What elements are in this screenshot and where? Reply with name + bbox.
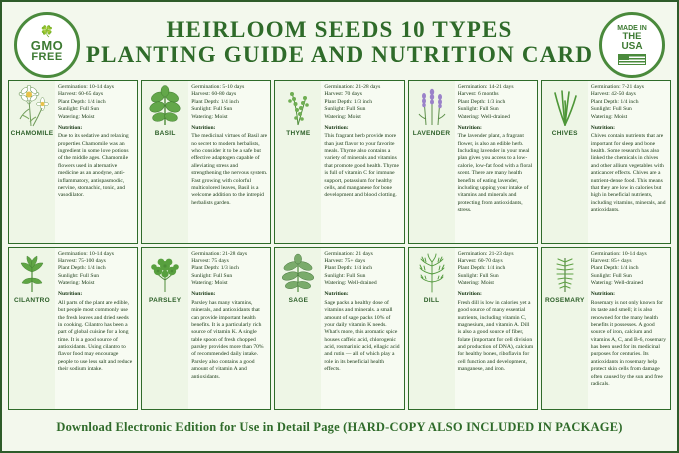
nutrition-label: Nutrition:: [191, 124, 216, 131]
plant-cell: [8, 80, 138, 244]
plant-name: CHAMOMILE: [10, 130, 54, 137]
dill-frond-icon: [412, 252, 452, 294]
gmo-badge-line1: GMO: [30, 38, 64, 53]
plant-illustration-block: [9, 81, 55, 243]
plant-cell: [408, 247, 538, 411]
watering: Watering: Well-drained: [457, 113, 510, 120]
plant-illustration-block: [542, 81, 588, 243]
harvest: Harvest: 75-100 days: [58, 257, 106, 264]
germination: Germination: 10-14 days: [58, 84, 114, 90]
nutrition-label: Nutrition:: [191, 291, 216, 298]
nutrition-label: Nutrition:: [590, 291, 616, 298]
nutrition-text: The lavender plant, a fragrant flower, is also an edible herb. Including lavender in your meal plan gives you access to a low-calorie, low-fat food with a floral scent. There are many health benefits of eating lavender, including upping your intake of vitamins and minerals and protecting from antioxidants, stress.: [457, 133, 533, 213]
plant-info: [455, 248, 537, 410]
sage-leaf-icon: [278, 252, 318, 294]
sunlight: Sunlight: Full Sun: [324, 106, 366, 113]
nutrition-text: This fragrant herb provide more than just flavor to your favorite meals. Thyme also contains a variety of minerals and vitamins that promote good health. Thyme is full of vitamin C for immune support, potassium for healthy cells, and manganese for bone development and blood clotting.: [324, 133, 400, 199]
plant-grid: [6, 80, 673, 410]
nutrition-text: Rosemary is not only known for its taste and smell; it is also renowned for the many health benefits it possesses. A good source of iron, calcium and vitamins A, C, and B-6, rosemary has been used for its medicinal purposes for centuries. Its antioxidants in rosemary help protect skin cells from damage often caused by the sun and free radicals.: [590, 299, 666, 387]
nutrition-label: Nutrition:: [457, 291, 482, 298]
page-title-line1: HEIRLOOM SEEDS 10 TYPES: [166, 17, 513, 43]
gmo-badge-line2: FREE: [31, 51, 63, 63]
nutrition-label: Nutrition:: [58, 291, 83, 298]
nutrition-text: All parts of the plant are edible, but people most commonly use the fresh leaves and dried seeds in cooking. Cilantro has been a part of global cuisine for a long time. It is a good source of antioxidants. Using cilantro to flavor food may encourage people to use less salt and reduce their sodium intake.: [58, 299, 133, 373]
plant-cell: [274, 80, 404, 244]
nutrition-label: Nutrition:: [457, 124, 482, 131]
footer-note: Download Electronic Edition for Use in Detail Page (HARD-COPY ALSO INCLUDED IN PACKAGE): [56, 419, 623, 434]
germination: Germination: 7-21 days: [590, 84, 644, 90]
nutrition-text: Parsley has many vitamins, minerals, and antioxidants that can provide important health benefits. It is a particularly rich source of vitamin K. A single table spoon of fresh chopped parsley provides more than 70% of recommended daily intake. Parsley also contains a good amount of vitamin A and antioxidants.: [191, 299, 264, 380]
sunlight: Sunlight: Full Sun: [58, 106, 100, 113]
nutrition-label: Nutrition:: [324, 291, 349, 298]
plant-depth: Plant Depth: 1/3 inch: [191, 265, 239, 272]
leaf-icon: 🍀: [40, 26, 54, 38]
nutrition-label: Nutrition:: [58, 124, 83, 131]
plant-depth: Plant Depth: 1/4 inch: [58, 265, 106, 272]
plant-cell: [274, 247, 404, 411]
plant-name: PARSLEY: [149, 296, 182, 304]
watering: Watering: Well-drained: [590, 280, 644, 286]
gmo-free-badge: [14, 12, 80, 78]
plant-depth: Plant Depth: 1/4 inch: [590, 98, 639, 105]
plant-info: [588, 81, 670, 243]
page-title-line2: PLANTING GUIDE AND NUTRITION CARD: [85, 42, 594, 67]
basil-leaf-icon: [145, 85, 185, 127]
plant-name: LAVENDER: [412, 130, 451, 137]
nutrition-text: Fresh dill is low in calories yet a good source of many essential nutrients, including vitamin C, magnesium, and vitamin A. Dill is also a good source of fiber, folate (important for cell division and production of DNA), calcium for healthy bones, riboflavin for cell function and development, manganese, and iron.: [457, 299, 534, 373]
plant-info: [55, 248, 137, 410]
watering: Watering: Well-drained: [324, 280, 377, 286]
parsley-leaf-icon: [145, 252, 185, 294]
lavender-sprig-icon: [412, 85, 452, 127]
made-in-usa-badge: [599, 12, 665, 78]
plant-name: DILL: [423, 296, 440, 304]
watering: Watering: Moist: [58, 113, 95, 120]
plant-illustration-block: [142, 248, 188, 410]
sunlight: Sunlight: Full Sun: [457, 272, 499, 279]
harvest: Harvest: 60-80 days: [191, 91, 237, 98]
sunlight: Sunlight: Full Sun: [324, 272, 366, 279]
plant-name: CILANTRO: [14, 296, 50, 304]
germination: Germination: 14-21 days: [457, 84, 514, 90]
plant-illustration-block: [275, 81, 321, 243]
plant-name: BASIL: [154, 130, 176, 137]
plant-info: [455, 81, 537, 243]
card-header: [6, 6, 673, 80]
plant-illustration-block: [275, 248, 321, 410]
plant-illustration-block: [542, 248, 588, 410]
harvest: Harvest: 85+ days: [590, 257, 632, 264]
plant-depth: Plant Depth: 1/3 inch: [457, 98, 506, 105]
nutrition-label: Nutrition:: [324, 124, 349, 131]
germination: Germination: 10-14 days: [590, 250, 647, 257]
germination: Germination: 21-28 days: [191, 250, 248, 257]
watering: Watering: Moist: [191, 113, 228, 120]
harvest: Harvest: 60-70 days: [457, 257, 503, 264]
plant-depth: Plant Depth: 1/4 inch: [58, 98, 106, 105]
harvest: Harvest: 42-50 days: [590, 91, 636, 98]
sunlight: Sunlight: Full Sun: [457, 106, 499, 113]
plant-cell: [8, 247, 138, 411]
harvest: Harvest: 6 months: [457, 91, 499, 98]
plant-info: [321, 81, 403, 243]
watering: Watering: Moist: [324, 113, 361, 120]
plant-cell: [541, 80, 671, 244]
germination: Germination: 21 days: [324, 250, 373, 257]
harvest: Harvest: 75+ days: [324, 257, 366, 264]
harvest: Harvest: 75 days: [191, 257, 229, 264]
watering: Watering: Moist: [457, 280, 494, 286]
plant-depth: Plant Depth: 1/4 inch: [590, 265, 639, 272]
usa-badge-line2: THE: [622, 30, 642, 42]
plant-info: [55, 81, 137, 243]
sunlight: Sunlight: Full Sun: [590, 106, 632, 113]
plant-info: [188, 81, 270, 243]
plant-illustration-block: [142, 81, 188, 243]
plant-cell: [141, 80, 271, 244]
cilantro-leaf-icon: [12, 252, 52, 294]
usa-flag-icon: [618, 54, 646, 65]
plant-illustration-block: [9, 248, 55, 410]
sunlight: Sunlight: Full Sun: [191, 106, 233, 113]
plant-name: THYME: [286, 130, 311, 137]
rosemary-sprig-icon: [545, 252, 585, 294]
nutrition-text: Sage packs a healthy dose of vitamins and minerals. a small amount of sage packs 10% of your daily vitamin K needs. What's more, this aromatic spice houses caffeic acid, chlorogenic acid, rosmarinic acid, ellagic acid and rutin — all of which play a role in its beneficial health effects.: [324, 299, 400, 373]
plant-depth: Plant Depth: 1/4 inch: [457, 265, 506, 272]
germination: Germination: 21-28 days: [324, 84, 381, 90]
germination: Germination: 5-10 days: [191, 84, 245, 90]
usa-badge-line3: USA: [621, 40, 643, 52]
plant-illustration-block: [409, 81, 455, 243]
thyme-sprig-icon: [278, 85, 318, 127]
germination: Germination: 21-23 days: [457, 250, 514, 257]
watering: Watering: Moist: [590, 113, 628, 120]
sunlight: Sunlight: Full Sun: [58, 272, 100, 279]
plant-illustration-block: [409, 248, 455, 410]
plant-cell: [541, 247, 671, 411]
plant-name: ROSEMARY: [544, 296, 585, 304]
nutrition-label: Nutrition:: [590, 124, 616, 131]
watering: Watering: Moist: [191, 280, 228, 286]
plant-info: [321, 248, 403, 410]
plant-name: SAGE: [288, 296, 309, 304]
plant-cell: [408, 80, 538, 244]
sunlight: Sunlight: Full Sun: [590, 272, 632, 279]
chamomile-flower-icon: [12, 85, 52, 127]
sunlight: Sunlight: Full Sun: [191, 272, 233, 279]
plant-info: [588, 248, 670, 410]
nutrition-text: Chives contain nutrients that are important for sleep and bone health. Some research has also linked the chemicals in chives and other allium vegetables with anticancer effects. Chives are a nutrient-dense food. This means that they are low in calories but high in beneficial nutrients, including vitamins, minerals, and antioxidants.: [590, 133, 666, 213]
nutrition-text: Due to its sedative and relaxing properties Chamomile was an ingredient in some love potions of the middle ages. Chamomile flowers used in alternative medicine as an anodyne, anti-inflammatory, antispasmodic, nervine, stomachic, tonic, and vasodilator.: [58, 133, 129, 199]
nutrition-text: The medicinal virtues of Basil are no secret to modern herbalists, who consider it to be a safe but effective adaptogen capable of alleviating stress and strengthening the nervous system. Fast growing with colorful multicolored leaves, Basil is a welcome addition to the intrepid herbalists garden.: [191, 133, 268, 206]
plant-depth: Plant Depth: 1/4 inch: [191, 98, 239, 105]
harvest: Harvest: 60-65 days: [58, 91, 104, 98]
germination: Germination: 10-14 days: [58, 250, 114, 257]
plant-cell: [141, 247, 271, 411]
plant-depth: Plant Depth: 1/3 inch: [324, 98, 373, 105]
watering: Watering: Moist: [58, 280, 95, 286]
usa-badge-line1: MADE IN: [617, 24, 647, 32]
chives-icon: [545, 85, 585, 127]
harvest: Harvest: 70 days: [324, 91, 362, 98]
plant-name: CHIVES: [551, 130, 578, 137]
plant-depth: Plant Depth: 1/4 inch: [324, 265, 373, 272]
plant-info: [188, 248, 270, 410]
